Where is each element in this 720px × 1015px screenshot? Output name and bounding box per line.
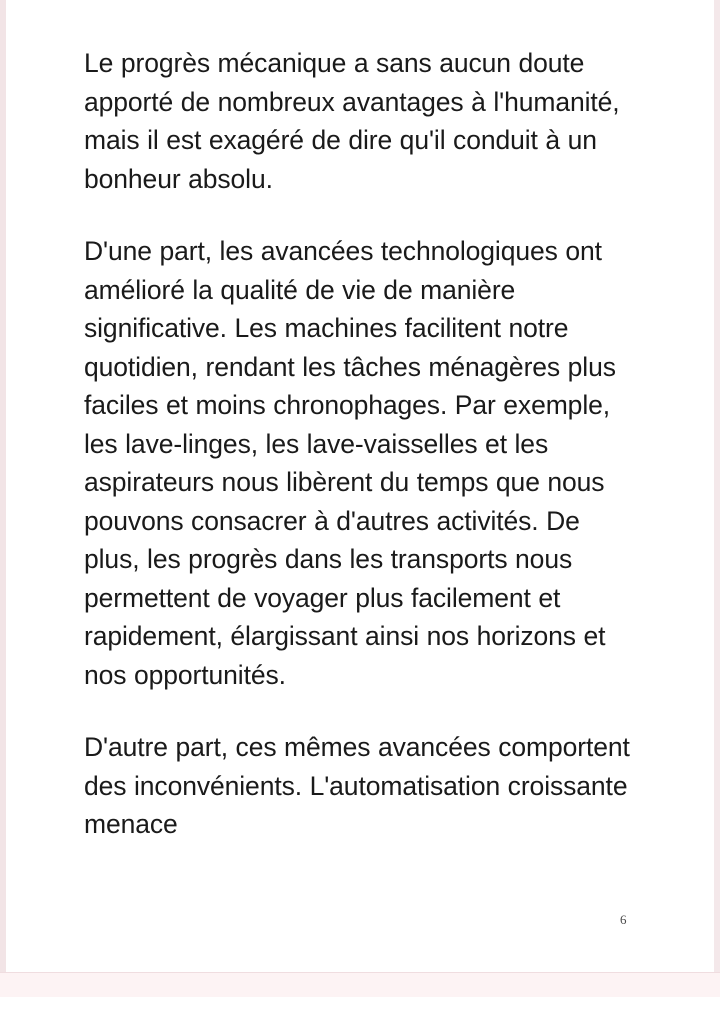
document-body — [84, 44, 640, 844]
page-edge-right — [714, 0, 720, 1015]
page-edge-bottom-inner — [0, 997, 720, 1015]
paragraph-3: D'autre part, ces mêmes avancées comportent des inconvénients. L'automatisation croissante menace — [84, 732, 638, 839]
paragraph-2: D'une part, les avancées technologiques ont amélioré la qualité de vie de manière significative. Les machines facilitent notre quotidien, rendant les tâches ménagères plus faciles et moins chronophages. Par exemple, les lave-linges, les lave-vaisselles et les aspirateurs nous libèrent du temps que nous pouvons consacrer à d'autres activités. De plus, les progrès dans les transports nous permettent de voyager plus facilement et rapidement, élargissant ainsi nos horizons et nos opportunités. — [84, 236, 624, 690]
paragraph-1: Le progrès mécanique a sans aucun doute apporté de nombreux avantages à l'humanité, mais il est exagéré de dire qu'il conduit à un bonheur absolu. — [84, 48, 628, 194]
page-number: 6 — [620, 912, 627, 927]
page-edge-left — [0, 0, 6, 1015]
